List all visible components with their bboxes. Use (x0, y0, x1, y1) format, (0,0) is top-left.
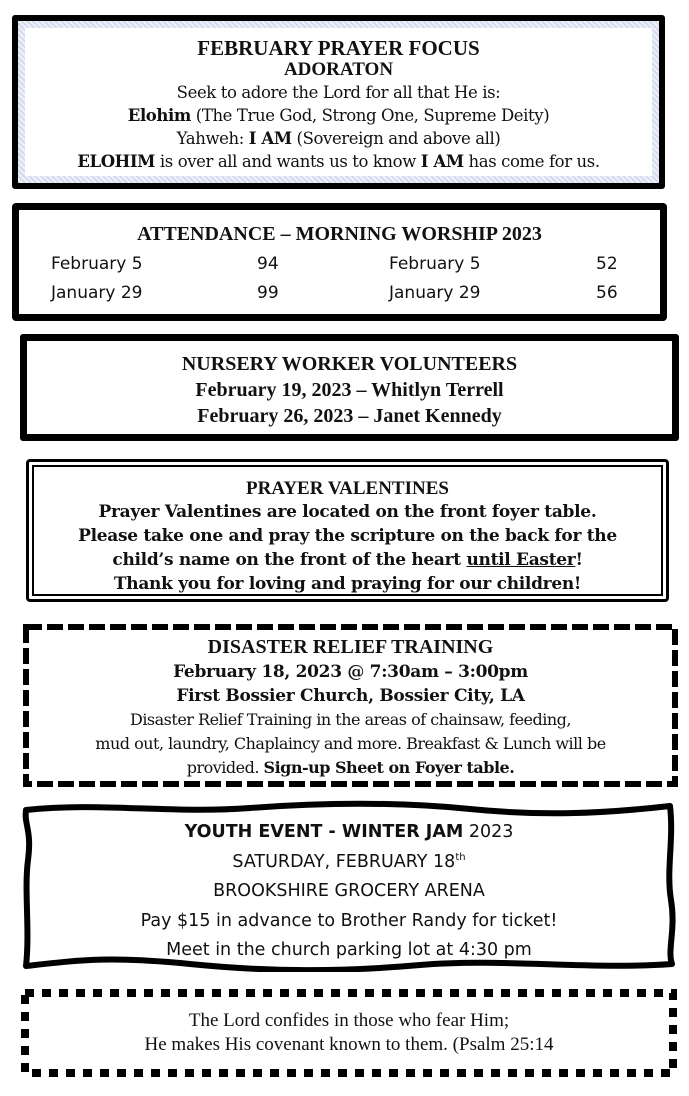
prayer-focus-title: FEBRUARY PRAYER FOCUS (197, 36, 480, 60)
disaster-datetime: February 18, 2023 @ 7:30am – 3:00pm (173, 662, 528, 682)
prayer-focus-line-3 (25, 127, 652, 150)
disaster-provided: provided. (186, 758, 264, 777)
scripture-line-1: The Lord confides in those who fear Him; (188, 1010, 510, 1031)
prayer-focus-box (12, 15, 665, 189)
until-easter-text: until Easter (466, 550, 576, 570)
attendance-row (19, 283, 660, 313)
youth-venue: BROOKSHIRE GROCERY ARENA (213, 881, 485, 901)
attendance-count: 94 (257, 254, 279, 274)
scripture-box (20, 988, 678, 1078)
youth-title (20, 818, 678, 848)
disaster-location: First Bossier Church, Bossier City, LA (176, 686, 525, 706)
valentines-line-3-text: child’s name on the front of the heart (112, 550, 467, 570)
nursery-entry: February 26, 2023 – Janet Kennedy (197, 405, 502, 427)
valentines-line-3 (34, 548, 661, 572)
youth-title-main: YOUTH EVENT - WINTER JAM (184, 822, 464, 842)
attendance-date: January 29 (389, 283, 481, 303)
youth-line-1: Pay $15 in advance to Brother Randy for ticket! (140, 910, 558, 931)
disaster-relief-box (22, 623, 679, 788)
valentines-line-3-end: ! (575, 550, 583, 570)
attendance-count: 52 (596, 254, 618, 274)
prayer-focus-line-4 (25, 150, 652, 173)
valentines-line-2: Please take one and pray the scripture on the back for the (78, 526, 617, 546)
prayer-focus-inner-border (18, 21, 659, 183)
yahweh-label: Yahweh: (176, 129, 249, 148)
attendance-box (12, 203, 667, 321)
youth-event-box (20, 800, 678, 972)
youth-date-text: SATURDAY, FEBRUARY 18 (232, 851, 456, 872)
attendance-count: 56 (596, 283, 618, 303)
elohim-label: Elohim (127, 106, 191, 125)
scripture-line-2: He makes His covenant known to them. (Psalm 25:14 (144, 1034, 554, 1055)
valentines-line-1: Prayer Valentines are located on the front foyer table. (98, 502, 597, 522)
disaster-line-2: mud out, laundry, Chaplaincy and more. Breakfast & Lunch will be (95, 734, 606, 753)
signup-sheet-note: Sign-up Sheet on Foyer table. (263, 758, 515, 777)
disaster-line-1: Disaster Relief Training in the areas of chainsaw, feeding, (129, 710, 572, 729)
elohim-desc: (The True God, Strong One, Supreme Deity) (190, 106, 550, 125)
yahweh-desc: (Sovereign and above all) (291, 129, 501, 148)
youth-line-2: Meet in the church parking lot at 4:30 pm (166, 940, 532, 960)
youth-title-year: 2023 (463, 822, 514, 842)
valentines-box (26, 459, 669, 602)
disaster-title: DISASTER RELIEF TRAINING (207, 636, 494, 658)
valentines-title: PRAYER VALENTINES (246, 478, 449, 499)
prayer-focus-line-2 (25, 104, 652, 127)
nursery-title: NURSERY WORKER VOLUNTEERS (181, 353, 518, 375)
nursery-entry: February 19, 2023 – Whitlyn Terrell (195, 379, 504, 401)
i-am-label: I AM (248, 129, 292, 148)
attendance-count: 99 (257, 283, 279, 303)
line4-rest: has come for us. (463, 152, 600, 171)
youth-date (20, 848, 678, 878)
line4-mid: is over all and wants us to know (155, 152, 421, 171)
disaster-line-3 (22, 756, 679, 780)
prayer-focus-line-1: Seek to adore the Lord for all that He is: (176, 83, 501, 102)
i-am-caps: I AM (420, 152, 464, 171)
prayer-focus-subtitle: ADORATON (283, 59, 394, 80)
youth-date-suffix: th (455, 851, 466, 863)
attendance-date: January 29 (51, 283, 143, 303)
attendance-row (19, 254, 660, 284)
elohim-caps: ELOHIM (77, 152, 156, 171)
attendance-date: February 5 (51, 254, 143, 274)
attendance-title: ATTENDANCE – MORNING WORSHIP 2023 (137, 223, 542, 245)
attendance-date: February 5 (389, 254, 481, 274)
valentines-inner-border (32, 465, 663, 596)
valentines-line-4: Thank you for loving and praying for our children! (113, 574, 582, 594)
nursery-box (20, 334, 679, 441)
